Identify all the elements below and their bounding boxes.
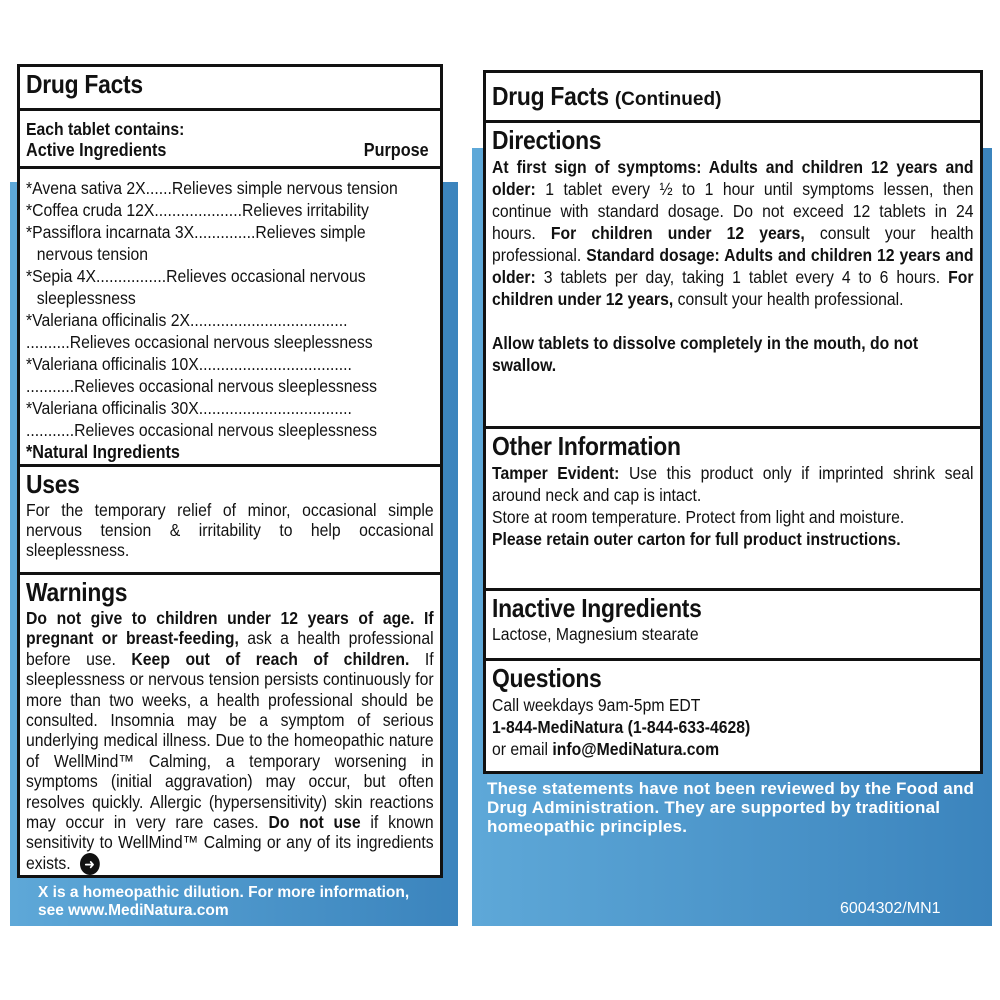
directions-bold: Standard dosage: Adults and children 12 years and older: [492,245,974,287]
warning-text: ask a health professional before use. [26,628,434,669]
warnings-text [26,608,434,875]
email-address: info@MediNatura.com [552,739,720,759]
email-prefix: or email [492,739,553,759]
ingredient-line: ..........Relieves occasional nervous sleeplessness [26,332,373,352]
ingredient-line: ...........Relieves occasional nervous sleeplessness [26,420,378,440]
other-information-section [486,429,980,591]
drug-facts-title-section [20,67,440,111]
arrow-right-icon: ➜ [80,853,100,875]
directions-text-part: 1 tablet every ½ to 1 hour until symptoms lessen, then continue with standard dosage. Do not exceed 12 tablets in 24 hours. [492,179,974,243]
ingredient-line: *Sepia 4X................Relieves occasional nervous [26,266,366,286]
directions-text-part: consult your health professional. [673,289,904,309]
purpose-label: Purpose [363,140,429,160]
phone-number: 1-844-MediNatura (1-844-633-4628) [492,717,751,737]
questions-section [486,661,980,771]
ingredient-line: *Valeriana officinalis 10X................................... [26,354,352,374]
warning-bold: Do not give to children under 12 years of age. If pregnant or breast-feeding, [26,608,434,649]
ingredients-section [20,169,440,467]
warning-text: if known sensitivity to WellMind™ Calming or any of its ingredients exists. [26,812,434,873]
dissolve-instruction: Allow tablets to dissolve completely in the mouth, do not swallow. [492,333,919,375]
uses-section [20,467,440,575]
directions-text-part: consult your health professional. [492,223,974,265]
retain-carton-text: Please retain outer carton for full product instructions. [492,529,901,549]
warnings-title: Warnings [26,577,128,607]
active-ingredients-label: Active Ingredients [26,140,167,160]
tamper-evident-text [492,462,974,506]
directions-bold: At first sign of symptoms: Adults and children 12 years and older: [492,157,974,199]
drug-facts-box-left [17,64,443,878]
warning-bold: Keep out of reach of children. [131,648,410,669]
continued-label: (Continued) [614,89,722,110]
other-information-title: Other Information [492,431,681,461]
product-code: 6004302/MN1 [840,900,941,917]
tamper-evident-desc: Use this product only if imprinted shrink seal around neck and cap is intact. [492,463,974,505]
drug-facts-box-right [483,70,983,774]
each-tablet-label: Each tablet contains: [26,119,185,139]
ingredient-line: *Passiflora incarnata 3X..............Relieves simple [26,222,366,242]
directions-bold: For children under 12 years, [550,223,805,243]
directions-text [492,156,974,310]
ingredient-line: *Valeriana officinalis 2X.................................... [26,310,348,330]
ingredient-line: nervous tension [36,244,149,264]
ingredient-line: sleeplessness [36,288,136,308]
active-ingredients-header [20,111,440,169]
ingredient-line: *Avena sativa 2X......Relieves simple nervous tension [26,178,398,198]
inactive-ingredients-title: Inactive Ingredients [492,593,702,623]
fda-disclaimer: These statements have not been reviewed by the Food and Drug Administration. They are supported by traditional homeopathic principles. [487,779,975,836]
warning-text: If sleeplessness or nervous tension persists continuously for more than two weeks, a health professional should be consulted. Insomnia may be a symptom of serious underlying medical illness. Due to the homeopathic nature of WellMind™ Calming, a temporary worsening in symptoms (initial aggravation) may occur, but often resolves quickly. Allergic (hypersensitivity) skin reactions may occur in very rare cases. [26,648,434,833]
tamper-evident-label: Tamper Evident: [492,463,620,483]
directions-text-part: 3 tablets per day, taking 1 tablet every 4 to 6 hours. [535,267,949,287]
directions-section [486,123,980,429]
drug-facts-title: Drug Facts [26,69,143,99]
uses-title: Uses [26,469,80,499]
drug-facts-continued-section [486,73,980,123]
natural-ingredients-note: *Natural Ingredients [26,442,180,462]
left-footer-note: X is a homeopathic dilution. For more information, see www.MediNatura.com [38,884,410,919]
inactive-ingredients-section [486,591,980,661]
questions-title: Questions [492,663,602,693]
ingredient-line: *Coffea cruda 12X....................Relieves irritability [26,200,369,220]
directions-title: Directions [492,125,602,155]
ingredient-line: *Valeriana officinalis 30X................................... [26,398,352,418]
call-hours: Call weekdays 9am-5pm EDT [492,695,701,715]
inactive-ingredients-text: Lactose, Magnesium stearate [492,624,699,644]
directions-bold: For children under 12 years, [492,267,974,309]
drug-facts-title: Drug Facts [492,81,609,111]
ingredient-line: ...........Relieves occasional nervous sleeplessness [26,376,378,396]
warnings-section [20,575,440,875]
warning-bold: Do not use [268,812,361,833]
uses-text: For the temporary relief of minor, occasional simple nervous tension & irritability to help occasional sleeplessness. [26,500,434,560]
storage-text: Store at room temperature. Protect from light and moisture. [492,507,905,527]
